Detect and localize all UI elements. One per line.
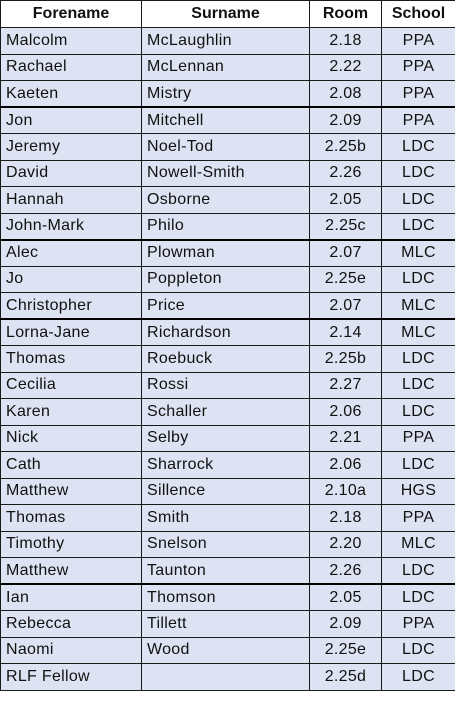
cell-room: 2.22 [310, 54, 382, 81]
cell-school: PPA [382, 81, 455, 108]
cell-room: 2.09 [310, 611, 382, 638]
cell-school: LDC [382, 160, 455, 187]
table-row [1, 478, 455, 505]
cell-forename: Thomas [1, 505, 142, 532]
cell-room: 2.06 [310, 452, 382, 479]
cell-forename: Jon [1, 107, 142, 134]
cell-forename: Timothy [1, 531, 142, 558]
cell-room: 2.25c [310, 213, 382, 240]
cell-surname: Rossi [142, 372, 310, 399]
table-row [1, 293, 455, 320]
cell-school: LDC [382, 187, 455, 214]
column-header-room: Room [310, 1, 382, 28]
column-header-surname: Surname [142, 1, 310, 28]
cell-school: PPA [382, 107, 455, 134]
table-row [1, 425, 455, 452]
cell-school: MLC [382, 293, 455, 320]
cell-forename: Rachael [1, 54, 142, 81]
cell-room: 2.06 [310, 399, 382, 426]
cell-room: 2.09 [310, 107, 382, 134]
cell-surname: Mistry [142, 81, 310, 108]
cell-surname: Smith [142, 505, 310, 532]
table-body [1, 28, 455, 691]
table-row [1, 81, 455, 108]
cell-forename: Matthew [1, 478, 142, 505]
table-row [1, 266, 455, 293]
cell-forename: Ian [1, 584, 142, 611]
cell-room: 2.10a [310, 478, 382, 505]
cell-forename: Cecilia [1, 372, 142, 399]
cell-forename: Karen [1, 399, 142, 426]
cell-surname: Sillence [142, 478, 310, 505]
table-row [1, 558, 455, 585]
cell-surname: Price [142, 293, 310, 320]
column-header-school: School [382, 1, 455, 28]
cell-surname: Wood [142, 637, 310, 664]
cell-surname: Philo [142, 213, 310, 240]
cell-surname: Tillett [142, 611, 310, 638]
cell-surname: McLaughlin [142, 28, 310, 55]
cell-room: 2.26 [310, 558, 382, 585]
table-row [1, 611, 455, 638]
cell-room: 2.25b [310, 134, 382, 161]
cell-surname [142, 664, 310, 691]
cell-school: LDC [382, 213, 455, 240]
cell-room: 2.21 [310, 425, 382, 452]
cell-forename: Jo [1, 266, 142, 293]
cell-forename: Thomas [1, 346, 142, 373]
cell-forename: Kaeten [1, 81, 142, 108]
cell-forename: David [1, 160, 142, 187]
cell-forename: Nick [1, 425, 142, 452]
cell-room: 2.14 [310, 319, 382, 346]
cell-school: HGS [382, 478, 455, 505]
cell-school: LDC [382, 399, 455, 426]
cell-room: 2.25d [310, 664, 382, 691]
cell-room: 2.25e [310, 637, 382, 664]
cell-school: LDC [382, 346, 455, 373]
cell-room: 2.07 [310, 240, 382, 267]
cell-school: PPA [382, 54, 455, 81]
cell-school: MLC [382, 319, 455, 346]
column-header-forename: Forename [1, 1, 142, 28]
cell-school: LDC [382, 558, 455, 585]
header-row [1, 1, 455, 28]
cell-surname: Roebuck [142, 346, 310, 373]
cell-school: PPA [382, 505, 455, 532]
cell-surname: Poppleton [142, 266, 310, 293]
cell-surname: Plowman [142, 240, 310, 267]
cell-school: LDC [382, 637, 455, 664]
cell-school: LDC [382, 584, 455, 611]
cell-forename: Lorna-Jane [1, 319, 142, 346]
cell-surname: McLennan [142, 54, 310, 81]
cell-room: 2.18 [310, 28, 382, 55]
cell-forename: John-Mark [1, 213, 142, 240]
cell-school: LDC [382, 134, 455, 161]
cell-room: 2.20 [310, 531, 382, 558]
table-row [1, 28, 455, 55]
cell-room: 2.05 [310, 187, 382, 214]
cell-school: PPA [382, 611, 455, 638]
cell-school: LDC [382, 266, 455, 293]
cell-surname: Sharrock [142, 452, 310, 479]
table-row [1, 187, 455, 214]
cell-surname: Richardson [142, 319, 310, 346]
cell-room: 2.18 [310, 505, 382, 532]
cell-school: MLC [382, 531, 455, 558]
table-row [1, 372, 455, 399]
table-row [1, 584, 455, 611]
cell-surname: Mitchell [142, 107, 310, 134]
table-row [1, 240, 455, 267]
cell-surname: Selby [142, 425, 310, 452]
cell-surname: Schaller [142, 399, 310, 426]
cell-forename: Matthew [1, 558, 142, 585]
table-row [1, 54, 455, 81]
table-row [1, 107, 455, 134]
cell-school: LDC [382, 452, 455, 479]
table-row [1, 213, 455, 240]
cell-forename: Rebecca [1, 611, 142, 638]
cell-forename: Cath [1, 452, 142, 479]
cell-room: 2.26 [310, 160, 382, 187]
cell-room: 2.07 [310, 293, 382, 320]
cell-room: 2.25e [310, 266, 382, 293]
cell-surname: Taunton [142, 558, 310, 585]
cell-school: LDC [382, 372, 455, 399]
table-row [1, 134, 455, 161]
cell-school: MLC [382, 240, 455, 267]
table-row [1, 346, 455, 373]
cell-room: 2.27 [310, 372, 382, 399]
table-row [1, 664, 455, 691]
cell-forename: RLF Fellow [1, 664, 142, 691]
cell-school: PPA [382, 425, 455, 452]
cell-surname: Snelson [142, 531, 310, 558]
cell-forename: Hannah [1, 187, 142, 214]
table-row [1, 505, 455, 532]
cell-room: 2.08 [310, 81, 382, 108]
table-row [1, 452, 455, 479]
table-row [1, 637, 455, 664]
cell-school: LDC [382, 664, 455, 691]
table-row [1, 319, 455, 346]
cell-room: 2.25b [310, 346, 382, 373]
cell-forename: Christopher [1, 293, 142, 320]
cell-surname: Nowell-Smith [142, 160, 310, 187]
cell-forename: Jeremy [1, 134, 142, 161]
cell-forename: Naomi [1, 637, 142, 664]
table-header [1, 1, 455, 28]
cell-surname: Thomson [142, 584, 310, 611]
table-row [1, 160, 455, 187]
table-row [1, 399, 455, 426]
cell-surname: Osborne [142, 187, 310, 214]
cell-forename: Alec [1, 240, 142, 267]
cell-forename: Malcolm [1, 28, 142, 55]
cell-surname: Noel-Tod [142, 134, 310, 161]
cell-school: PPA [382, 28, 455, 55]
table-row [1, 531, 455, 558]
cell-room: 2.05 [310, 584, 382, 611]
